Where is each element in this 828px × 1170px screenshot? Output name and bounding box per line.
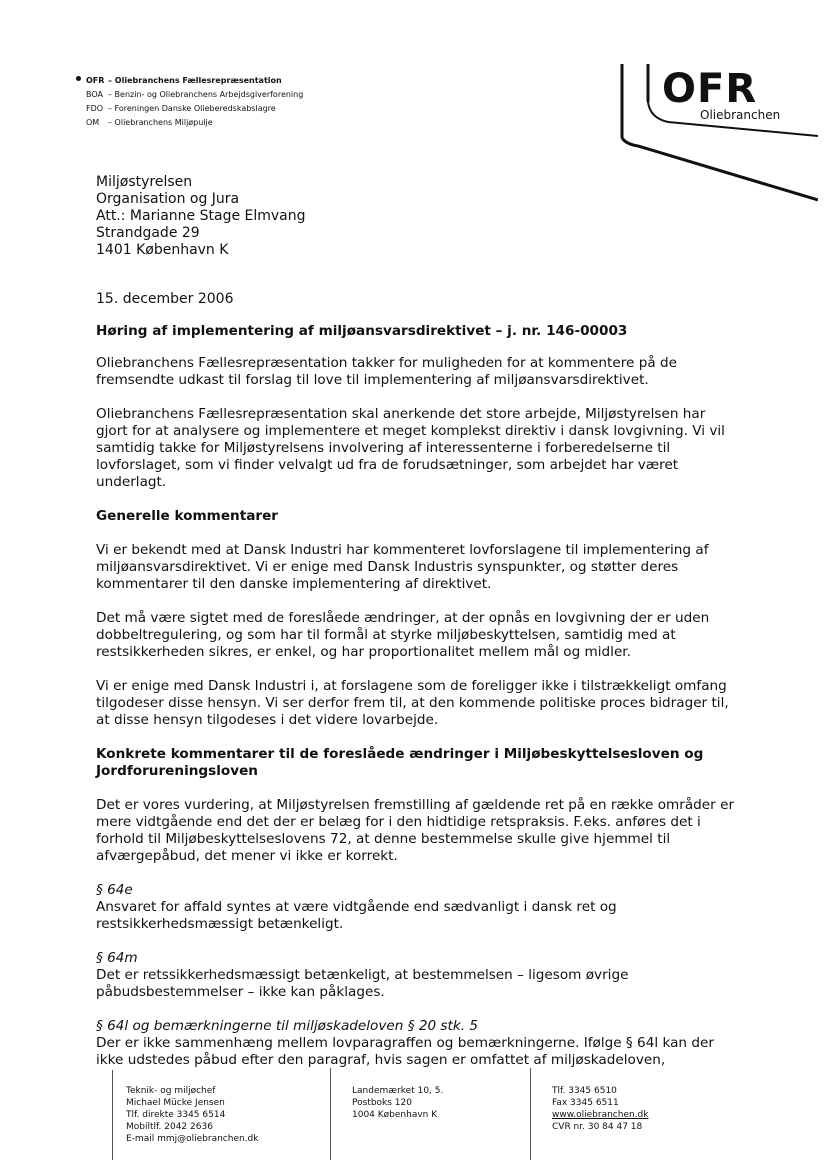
footer-email-link[interactable]: E-mail mmj@oliebranchen.dk: [126, 1134, 259, 1144]
footer-line: Teknik- og miljøchef: [126, 1086, 216, 1096]
bullet-icon: [76, 76, 81, 81]
logo-subtitle: Oliebranchen: [700, 108, 781, 122]
footer-website-link[interactable]: www.oliebranchen.dk: [552, 1110, 649, 1120]
footer-line: Michael Mücke Jensen: [126, 1098, 225, 1108]
section-reference: § 64e: [96, 882, 133, 898]
member-row: [86, 74, 303, 88]
paragraph: Det er retssikkerhedsmæssigt betænkeligt, at bestemmelsen – ligesom øvrige påbudsbestemmelser – ikke kan påklages.: [96, 967, 629, 1000]
paragraph: Oliebranchens Fællesrepræsentation skal anerkende det store arbejde, Miljøstyrelsen har gjort for at analysere og implementere et meget komplekst direktiv i dansk lovgivning. Vi vil samtidig takke for Miljøstyrelsens involvering af interessenterne i forberedelserne til lovforslaget, som vi finder velvalgt ud fra de forudsætninger, som arbejdet har været underlagt.: [96, 406, 725, 490]
paragraph: Det må være sigtet med de foreslåede ændringer, at der opnås en lovgivning der er uden dobbeltregulering, og som har til formål at styrke miljøbeskyttelsen, samtidig med at restsikkerheden sikres, er enkel, og har proportionalitet mellem mål og midler.: [96, 610, 710, 660]
address-line: Att.: Marianne Stage Elmvang: [96, 208, 306, 224]
section-reference: § 64m: [96, 950, 138, 966]
address-line: Miljøstyrelsen: [96, 174, 193, 190]
member-row: [86, 102, 303, 116]
address-line: 1401 København K: [96, 242, 229, 258]
letter-date: 15. december 2006: [96, 291, 234, 307]
member-name: – Oliebranchens Miljøpulje: [108, 118, 213, 127]
logo-word: OFR: [662, 66, 758, 112]
footer-line: Tlf. 3345 6510: [552, 1086, 617, 1096]
paragraph: Vi er bekendt med at Dansk Industri har kommenteret lovforslagene til implementering af miljøansvarsdirektivet. Vi er enige med Dansk Industris synspunkter, og støtter deres kommentarer til den danske implementering af direktivet.: [96, 542, 709, 592]
section-heading-specific: Konkrete kommentarer til de foreslåede ændringer i Miljøbeskyttelsesloven og Jordforureningsloven: [96, 746, 704, 779]
paragraph: Vi er enige med Dansk Industri i, at forslagene som de foreligger ikke i tilstrækkeligt omfang tilgodeser disse hensyn. Vi ser derfor frem til, at den kommende politiske proces bidrager til, at disse hensyn tilgodeses i det videre lovarbejde.: [96, 678, 729, 728]
footer-line: Fax 3345 6511: [552, 1098, 619, 1108]
member-abbr: OM: [86, 118, 100, 127]
footer-line: 1004 København K: [352, 1110, 438, 1120]
member-organizations-list: [86, 74, 303, 130]
member-abbr: BOA: [86, 90, 103, 99]
member-row: [86, 116, 303, 130]
footer-address: [352, 1085, 443, 1121]
ofr-logo: [618, 60, 818, 210]
footer-line: CVR nr. 30 84 47 18: [552, 1122, 643, 1132]
paragraph: Ansvaret for affald syntes at være vidtgående end sædvanligt i dansk ret og restsikkerhedsmæssigt betænkeligt.: [96, 899, 617, 932]
footer-line: Landemærket 10, 5.: [352, 1086, 444, 1096]
footer-phone: [552, 1085, 648, 1133]
recipient-address: [96, 174, 306, 259]
member-name: – Foreningen Danske Olieberedskabslagre: [108, 104, 276, 113]
section-heading-general: Generelle kommentarer: [96, 508, 279, 524]
footer-line: Mobiltlf. 2042 2636: [126, 1122, 213, 1132]
member-row: [86, 88, 303, 102]
section-reference: § 64l og bemærkningerne til miljøskadeloven § 20 stk. 5: [96, 1018, 479, 1034]
member-name: – Oliebranchens Fællesrepræsentation: [108, 76, 282, 85]
letter-body: [96, 323, 736, 1086]
footer-line: Postboks 120: [352, 1098, 412, 1108]
address-line: Organisation og Jura: [96, 191, 240, 207]
footer-divider: [530, 1068, 531, 1160]
member-name: – Benzin- og Oliebranchens Arbejdsgiverforening: [108, 90, 304, 99]
member-abbr: FDO: [86, 104, 104, 113]
paragraph: Det er vores vurdering, at Miljøstyrelsen fremstilling af gældende ret på en række områder er mere vidtgående end det der er belæg for i den hidtidige retspraksis. F.eks. anføres det i forhold til Miljøbeskyttelseslovens 72, at denne bestemmelse skulle give hjemmel til afværgepåbud, det mener vi ikke er korrekt.: [96, 797, 735, 864]
paragraph: Der er ikke sammenhæng mellem lovparagraffen og bemærkningerne. Ifølge § 64l kan der ikke udstedes påbud efter den paragraf, hvis sagen er omfattet af miljøskadeloven,: [96, 1035, 714, 1068]
address-line: Strandgade 29: [96, 225, 200, 241]
footer-divider: [112, 1070, 113, 1160]
footer-divider: [330, 1068, 331, 1160]
subject-heading: Høring af implementering af miljøansvarsdirektivet – j. nr. 146-00003: [96, 323, 628, 339]
member-abbr: OFR: [86, 76, 105, 85]
footer-line: Tlf. direkte 3345 6514: [126, 1110, 226, 1120]
footer-contact: [126, 1085, 258, 1145]
paragraph: Oliebranchens Fællesrepræsentation takker for muligheden for at kommentere på de fremsendte udkast til forslag til love til implementering af miljøansvarsdirektivet.: [96, 355, 677, 388]
